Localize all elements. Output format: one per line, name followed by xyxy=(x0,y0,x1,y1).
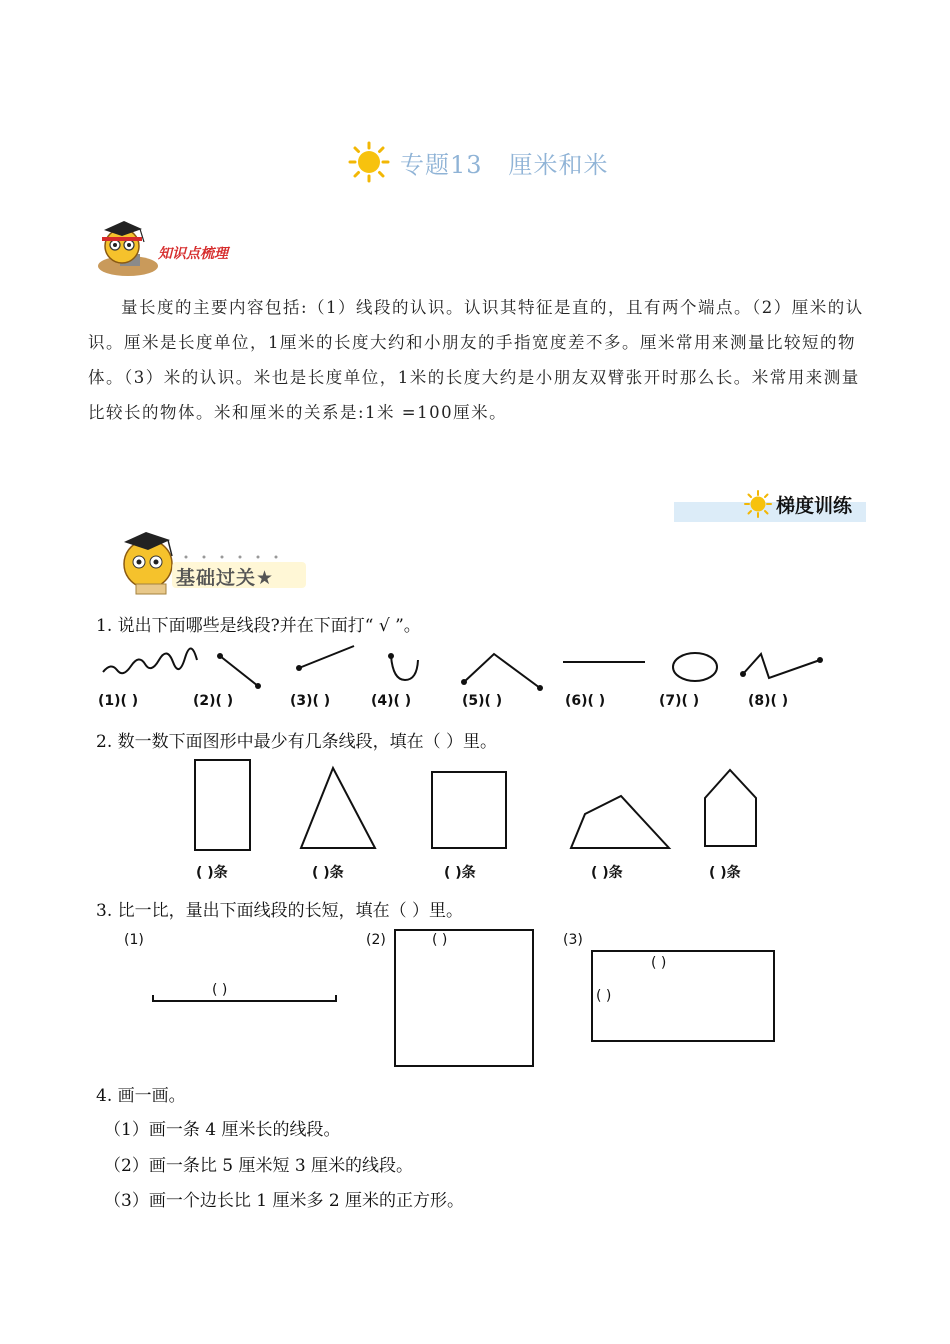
q4-item-1: （1）画一条 4 厘米长的线段。 xyxy=(104,1120,341,1140)
q2-label-1: ( )条 xyxy=(196,865,228,881)
ellipse-figure-7 xyxy=(673,653,717,681)
q1-label-1: (1)( ) xyxy=(98,693,139,709)
basic-level-label: 基础过关★ xyxy=(176,567,275,589)
training-label: 梯度训练 xyxy=(776,494,853,517)
q3-part-3-label: (3) xyxy=(563,932,583,948)
wavy-line-figure xyxy=(103,648,197,673)
q4-item-3: （3）画一个边长比 1 厘米多 2 厘米的正方形。 xyxy=(104,1191,465,1211)
measure-segment xyxy=(153,995,336,1001)
question-1: 1. 说出下面哪些是线段?并在下面打“ √ ”。 xyxy=(96,616,421,636)
segment-figure-2 xyxy=(220,656,258,686)
q3-blank-square: ( ) xyxy=(432,932,448,948)
q3-blank-segment: ( ) xyxy=(212,982,228,998)
q1-label-5: (5)( ) xyxy=(462,693,503,709)
q3-part-1-label: (1) xyxy=(124,932,144,948)
quadrilateral-figure xyxy=(571,796,669,848)
q1-label-6: (6)( ) xyxy=(565,693,606,709)
q3-part-2-label: (2) xyxy=(366,932,386,948)
ray-figure-3 xyxy=(299,646,354,668)
question-2: 2. 数一数下面图形中最少有几条线段，填在（ ）里。 xyxy=(96,732,498,752)
q1-label-2: (2)( ) xyxy=(193,693,234,709)
q2-label-4: ( )条 xyxy=(591,865,623,881)
question-3: 3. 比一比，量出下面线段的长短，填在（ ）里。 xyxy=(96,901,464,921)
zigzag-figure-8 xyxy=(743,654,820,678)
arc-figure-4 xyxy=(391,656,418,680)
q2-label-3: ( )条 xyxy=(444,865,476,881)
q2-figures xyxy=(160,752,780,854)
q1-label-8: (8)( ) xyxy=(748,693,789,709)
q2-label-5: ( )条 xyxy=(709,865,741,881)
triangle-figure xyxy=(301,768,375,848)
knowledge-paragraph: 量长度的主要内容包括:（1）线段的认识。认识其特征是直的，且有两个端点。（2）厘米的认识。厘米是长度单位，1厘米的长度大约和小朋友的手指宽度差不多。厘米常用来测量比较短的物体。（3）米的认识。米也是长度单位，1米的长度大约是小朋友双臂张开时那么长。米常用来测量比较长的物体。米和厘米的关系是:1米 =100厘米。 xyxy=(88,298,864,422)
q1-label-4: (4)( ) xyxy=(371,693,412,709)
q1-figures xyxy=(95,642,855,722)
measure-square xyxy=(395,930,533,1066)
q1-label-3: (3)( ) xyxy=(290,693,331,709)
page-title xyxy=(348,140,609,184)
angle-figure-5 xyxy=(464,654,540,688)
q2-label-2: ( )条 xyxy=(312,865,344,881)
q3-figures xyxy=(140,925,790,1070)
pentagon-figure xyxy=(705,770,756,846)
sun-icon xyxy=(348,141,390,183)
rectangle-figure xyxy=(195,760,250,850)
q1-label-7: (7)( ) xyxy=(659,693,700,709)
q4-item-2: （2）画一条比 5 厘米短 3 厘米的线段。 xyxy=(104,1156,414,1176)
square-figure xyxy=(432,772,506,848)
knowledge-badge-label: 知识点梳理 xyxy=(158,246,228,262)
training-header xyxy=(744,490,852,518)
q3-blank-rect-length: ( ) xyxy=(651,955,667,971)
q3-blank-rect-width: ( ) xyxy=(596,988,612,1004)
measure-rectangle xyxy=(592,951,774,1041)
question-4: 4. 画一画。 xyxy=(96,1086,186,1106)
sun-icon xyxy=(744,490,772,518)
title-text: 专题13 厘米和米 xyxy=(400,150,609,179)
